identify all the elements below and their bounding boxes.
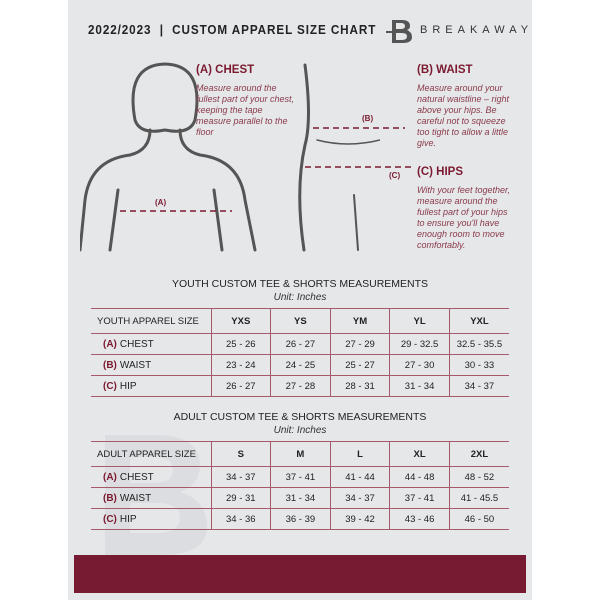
table-row	[91, 355, 509, 376]
waist-description: Measure around your natural waistline – right above your hips. Be careful not to squeeze too tight to allow a little give.	[417, 83, 510, 148]
measurement-name: HIP	[119, 513, 137, 525]
table-cell: 30 - 33	[449, 355, 509, 376]
measurement-label	[91, 488, 211, 509]
table-cell: 25 - 27	[330, 355, 390, 376]
table-cell: 36 - 39	[271, 509, 331, 530]
table-cell: 27 - 28	[271, 376, 331, 397]
measurement-key: (A)	[103, 338, 117, 350]
table-cell: 29 - 31	[211, 488, 271, 509]
table-cell: 28 - 31	[330, 376, 390, 397]
youth-table-title: YOUTH CUSTOM TEE & SHORTS MEASUREMENTS	[171, 278, 429, 290]
size-column-header: M	[271, 442, 331, 467]
measurement-label	[91, 334, 211, 355]
waist-hips-lines	[300, 100, 420, 180]
size-header: YOUTH APPAREL SIZE	[91, 309, 211, 334]
size-column-header: YXL	[449, 309, 509, 334]
table-cell: 41 - 44	[330, 467, 390, 488]
table-cell: 23 - 24	[211, 355, 271, 376]
adult-unit: Unit: Inches	[273, 425, 327, 436]
measurement-name: CHEST	[119, 338, 154, 350]
measurement-key: (B)	[103, 492, 117, 504]
table-row	[91, 488, 509, 509]
table-cell: 37 - 41	[390, 488, 450, 509]
measurement-name: CHEST	[119, 471, 154, 483]
measurement-label	[91, 376, 211, 397]
page-title: 2022/2023 | CUSTOM APPAREL SIZE CHART	[88, 22, 377, 37]
table-cell: 25 - 26	[211, 334, 271, 355]
hips-description: With your feet together, measure around the fullest part of your hips to ensure you'll have enough room to move comfortably.	[417, 185, 510, 250]
table-cell: 27 - 29	[330, 334, 390, 355]
table-row	[91, 376, 509, 397]
measurement-key: (C)	[103, 513, 117, 525]
size-column-header: XL	[390, 442, 450, 467]
table-cell: 24 - 25	[271, 355, 331, 376]
table-cell: 39 - 42	[330, 509, 390, 530]
youth-unit: Unit: Inches	[273, 292, 327, 303]
table-row	[91, 334, 509, 355]
size-column-header: YXS	[211, 309, 271, 334]
table-cell: 26 - 27	[211, 376, 271, 397]
table-cell: 34 - 37	[449, 376, 509, 397]
table-row	[91, 467, 509, 488]
size-header: ADULT APPAREL SIZE	[91, 442, 211, 467]
table-header-row	[91, 309, 509, 334]
size-column-header: S	[211, 442, 271, 467]
table-cell: 34 - 37	[330, 488, 390, 509]
table-cell: 32.5 - 35.5	[449, 334, 509, 355]
hips-heading: (C) HIPS	[417, 166, 463, 178]
chest-marker: (A)	[155, 198, 167, 207]
table-cell: 26 - 27	[271, 334, 331, 355]
measurement-key: (C)	[103, 380, 117, 392]
table-cell: 31 - 34	[390, 376, 450, 397]
measurement-name: HIP	[119, 380, 137, 392]
chest-description: Measure around the fullest part of your chest, keeping the tape measure parallel to the floor	[196, 83, 295, 137]
table-cell: 31 - 34	[271, 488, 331, 509]
breakaway-logo-icon	[386, 18, 414, 44]
measurement-key: (B)	[103, 359, 117, 371]
waist-heading: (B) WAIST	[417, 64, 473, 76]
brand-name: BREAKAWAY	[420, 24, 534, 36]
table-header-row	[91, 442, 509, 467]
measurement-name: WAIST	[119, 492, 152, 504]
size-column-header: YM	[330, 309, 390, 334]
table-cell: 34 - 36	[211, 509, 271, 530]
table-cell: 34 - 37	[211, 467, 271, 488]
measurement-name: WAIST	[119, 359, 152, 371]
table-cell: 37 - 41	[271, 467, 331, 488]
measurement-label	[91, 467, 211, 488]
adult-size-table	[91, 441, 509, 530]
footer-band	[74, 555, 526, 593]
chest-heading: (A) CHEST	[196, 64, 255, 76]
hips-marker: (C)	[389, 171, 401, 180]
measurement-label	[91, 355, 211, 376]
measurement-label	[91, 509, 211, 530]
youth-size-table	[91, 308, 509, 397]
table-row	[91, 509, 509, 530]
measurement-key: (A)	[103, 471, 117, 483]
table-cell: 46 - 50	[449, 509, 509, 530]
table-cell: 29 - 32.5	[390, 334, 450, 355]
table-cell: 48 - 52	[449, 467, 509, 488]
size-column-header: YS	[271, 309, 331, 334]
size-column-header: YL	[390, 309, 450, 334]
waist-marker: (B)	[362, 114, 374, 123]
adult-table-title: ADULT CUSTOM TEE & SHORTS MEASUREMENTS	[173, 411, 427, 423]
size-column-header: 2XL	[449, 442, 509, 467]
table-cell: 43 - 46	[390, 509, 450, 530]
table-cell: 44 - 48	[390, 467, 450, 488]
size-column-header: L	[330, 442, 390, 467]
table-cell: 27 - 30	[390, 355, 450, 376]
table-cell: 41 - 45.5	[449, 488, 509, 509]
